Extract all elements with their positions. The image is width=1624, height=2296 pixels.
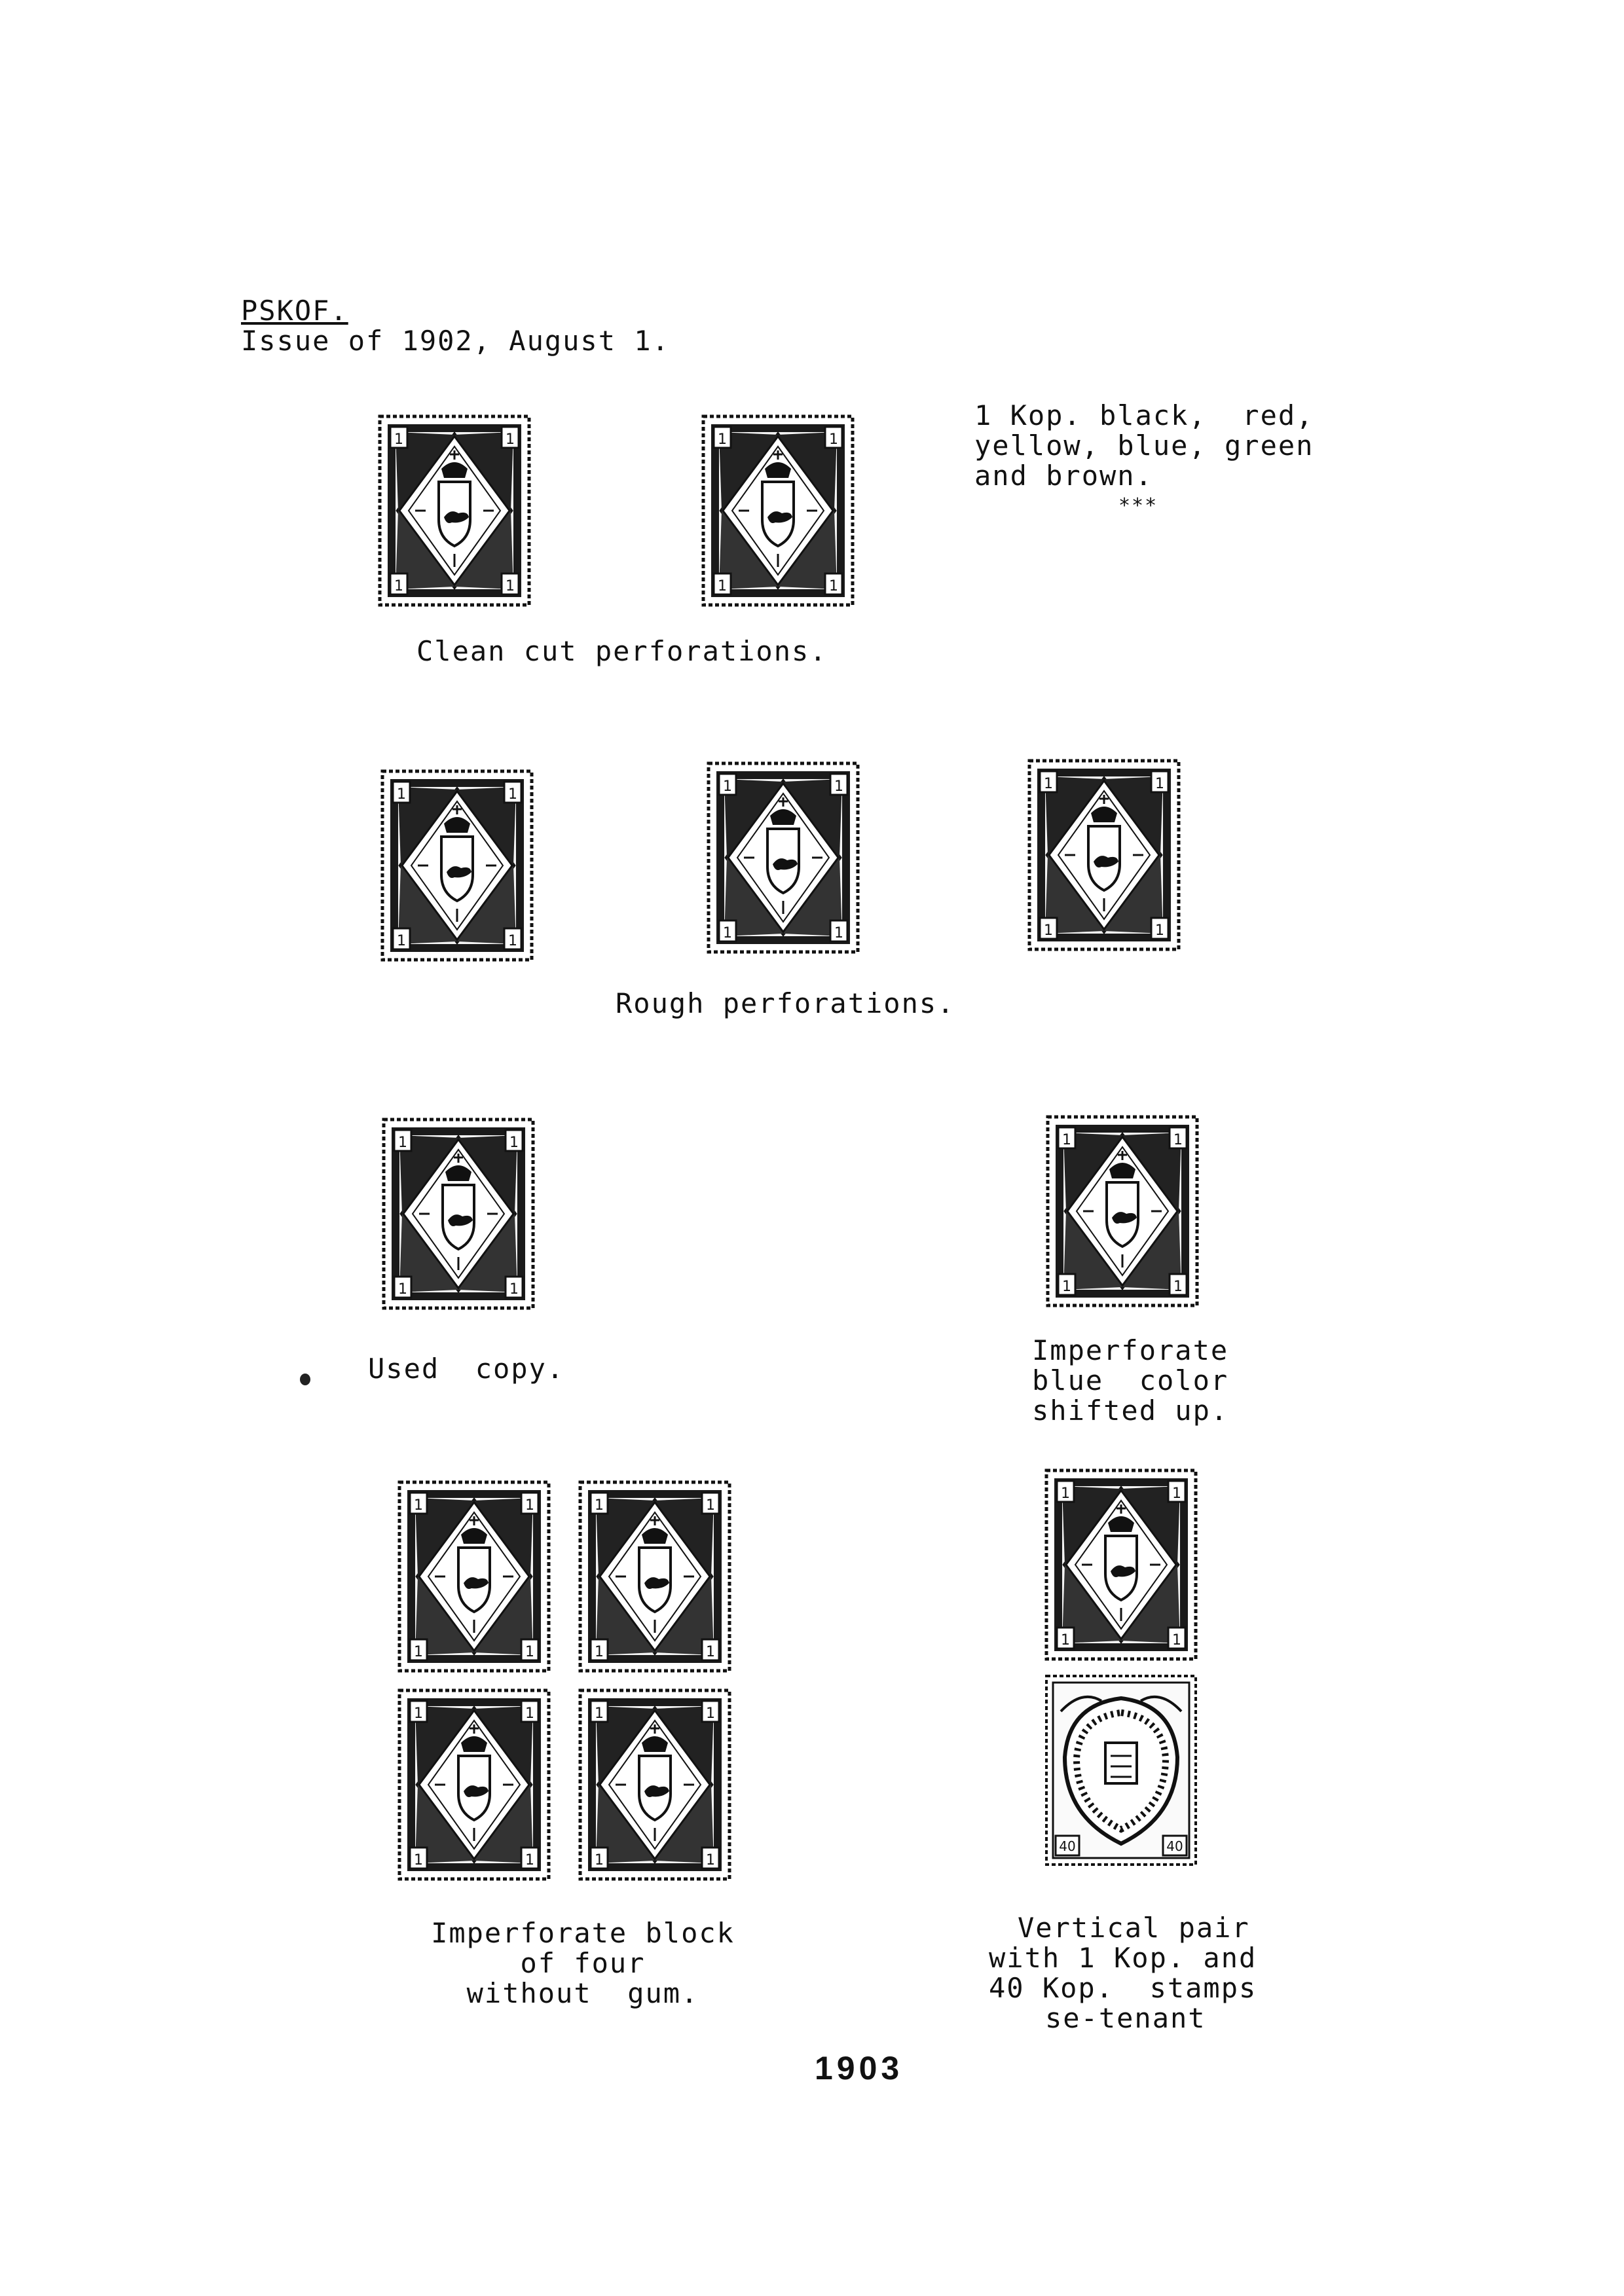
page-number: 1903 (815, 2050, 904, 2086)
caption-block (419, 1918, 747, 2009)
caption-rough: Rough perforations. (616, 987, 955, 1019)
caption-block-line-2: of four (520, 1947, 646, 1979)
stamp-pair-40kop (1043, 1672, 1200, 1868)
stamp-rough-3 (1025, 757, 1183, 953)
stamp-description (974, 401, 1314, 521)
page-heading-issue: Issue of 1902, August 1. (241, 325, 670, 357)
caption-imperf-shift-line-3: shifted up. (1032, 1394, 1229, 1427)
caption-pair-line-2: with 1 Kop. and (989, 1942, 1257, 1974)
stamp-pair-1kop (1043, 1467, 1200, 1663)
ink-spot (300, 1374, 310, 1385)
description-line-1: 1 Kop. black, red, (974, 399, 1314, 431)
stamp-block-1 (396, 1478, 553, 1675)
caption-imperf-shift-line-1: Imperforate (1032, 1334, 1229, 1366)
stamp-block-2 (576, 1478, 733, 1675)
description-asterisks: *** (1118, 494, 1158, 517)
caption-pair-line-3: 40 Kop. stamps (989, 1972, 1257, 2004)
caption-imperf-shift (1032, 1336, 1228, 1426)
stamp-rough-2 (705, 759, 862, 956)
page-heading-place: PSKOF. (241, 295, 348, 327)
description-line-3: and brown. (974, 460, 1153, 492)
stamp-block-3 (396, 1686, 553, 1883)
caption-imperf-shift-line-2: blue color (1032, 1364, 1229, 1396)
caption-block-line-1: Imperforate block (431, 1917, 735, 1949)
stamp-clean-cut-2 (699, 412, 857, 609)
caption-pair (989, 1913, 1297, 2033)
stamp-block-4 (576, 1686, 733, 1883)
stamp-used (380, 1116, 537, 1312)
caption-used: Used copy. (368, 1353, 565, 1385)
description-line-2: yellow, blue, green (974, 429, 1314, 462)
stamp-clean-cut-1 (376, 412, 533, 609)
caption-pair-line-1: Vertical pair (1018, 1912, 1250, 1944)
stamp-imperf-shift (1044, 1113, 1201, 1309)
caption-pair-line-4: se-tenant (1045, 2002, 1206, 2034)
caption-block-line-3: without gum. (466, 1977, 699, 2009)
stamp-rough-1 (378, 767, 536, 964)
caption-clean-cut: Clean cut perforations. (416, 635, 828, 667)
